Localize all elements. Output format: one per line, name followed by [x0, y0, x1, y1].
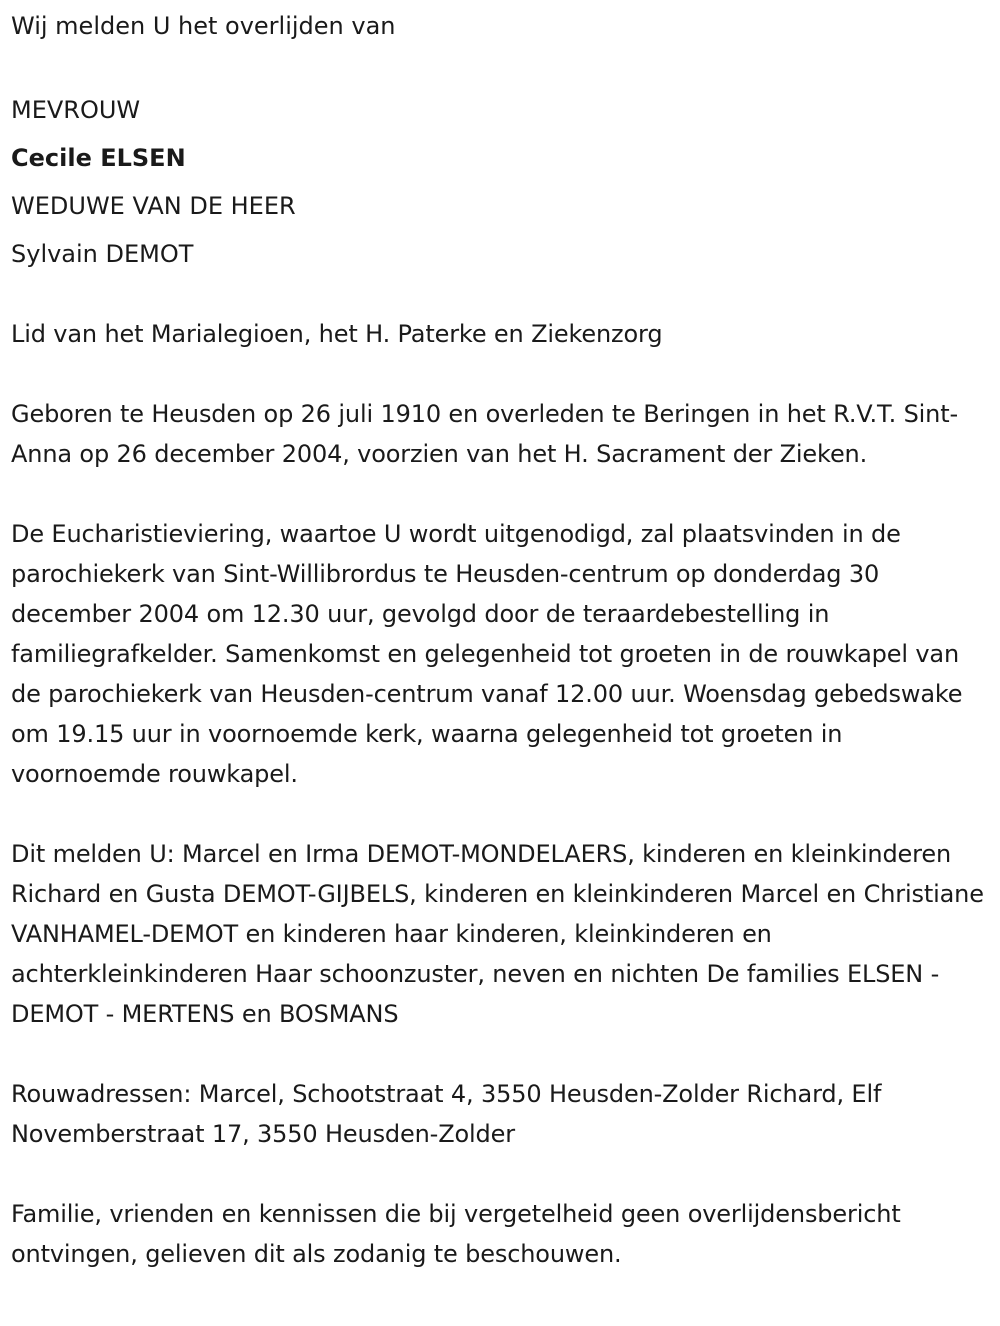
ceremony-paragraph: De Eucharistieviering, waartoe U wordt uitgenodigd, zal plaatsvinden in de parochiekerk van Sint-Willibrordus te Heusden-centrum op donderdag 30 december 2004 om 12.30 uur, gevolgd door de teraardebestelling in familiegrafkelder. Samenkomst en gelegenheid tot groeten in de rouwkapel van de parochiekerk van Heusden-centrum vanaf 12.00 uur. Woensdag gebedswake om 19.15 uur in voornoemde kerk, waarna gelegenheid tot groeten in voornoemde rouwkapel.: [11, 520, 963, 788]
deceased-header: [11, 86, 1000, 278]
deceased-name: Cecile ELSEN: [11, 144, 186, 172]
closing-paragraph: Familie, vrienden en kennissen die bij vergetelheid geen overlijdensbericht ontvingen, gelieven dit als zodanig te beschouwen.: [11, 1200, 901, 1268]
membership-paragraph: Lid van het Marialegioen, het H. Paterke en Ziekenzorg: [11, 320, 663, 348]
spouse-name: Sylvain DEMOT: [11, 240, 194, 268]
deceased-title: MEVROUW: [11, 96, 141, 124]
birth-death-paragraph: Geboren te Heusden op 26 juli 1910 en overleden te Beringen in het R.V.T. Sint-Anna op 26 december 2004, voorzien van het H. Sacrament der Zieken.: [11, 400, 959, 468]
intro-text: Wij melden U het overlijden van: [11, 12, 396, 40]
family-paragraph: Dit melden U: Marcel en Irma DEMOT-MONDELAERS, kinderen en kleinkinderen Richard en Gusta DEMOT-GIJBELS, kinderen en kleinkinderen Marcel en Christiane VANHAMEL-DEMOT en kinderen haar kinderen, kleinkinderen en achterkleinkinderen Haar schoonzuster, neven en nichten De families ELSEN - DEMOT - MERTENS en BOSMANS: [11, 840, 984, 1028]
addresses-paragraph: Rouwadressen: Marcel, Schootstraat 4, 3550 Heusden-Zolder Richard, Elf Novemberstraat 17, 3550 Heusden-Zolder: [11, 1080, 882, 1148]
deceased-relation: WEDUWE VAN DE HEER: [11, 192, 296, 220]
